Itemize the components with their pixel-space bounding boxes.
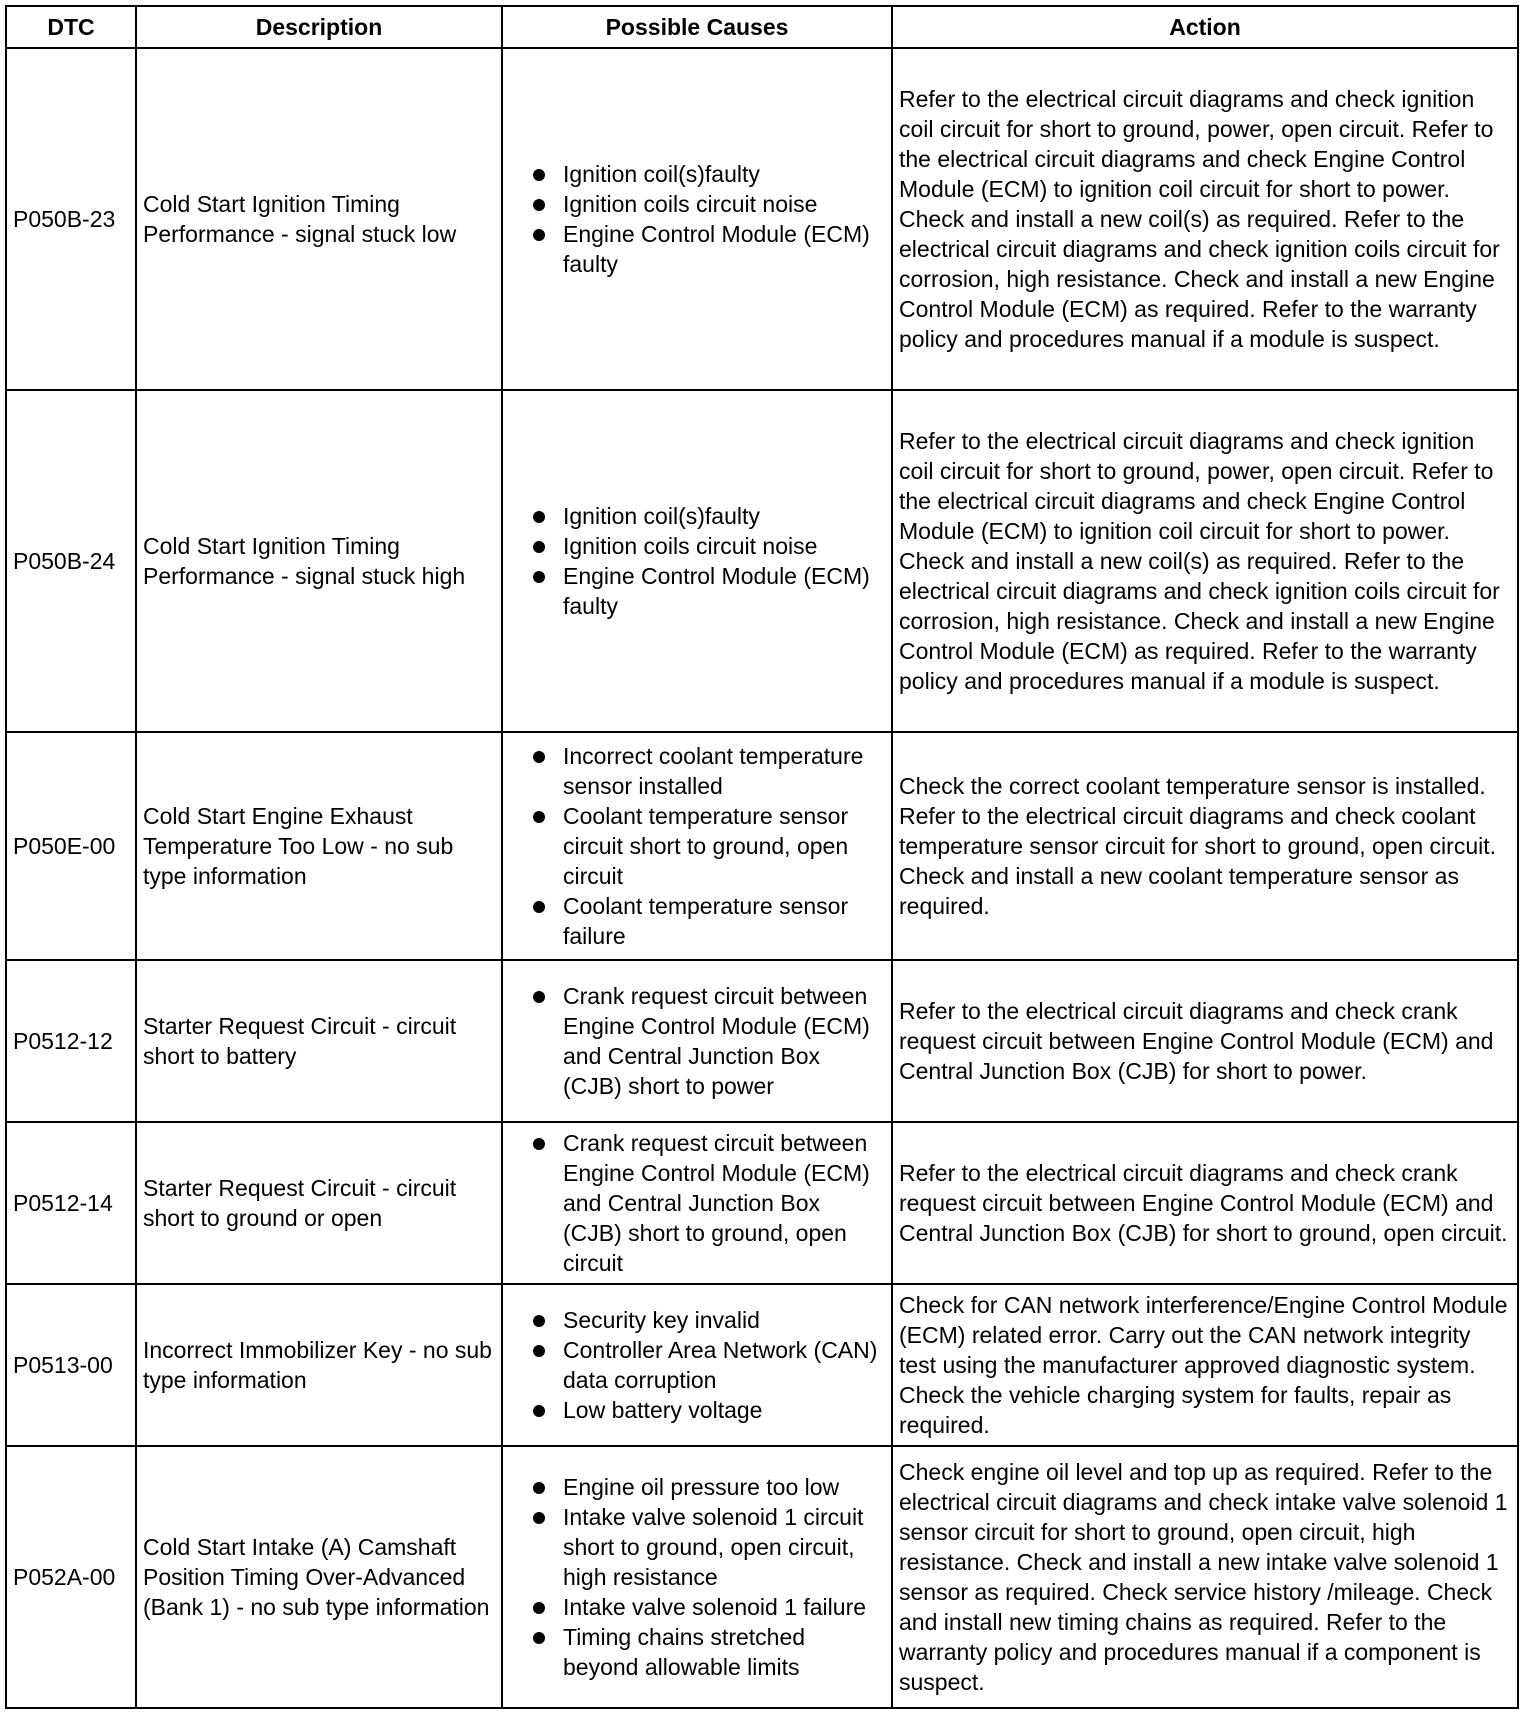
possible-causes [502,390,892,732]
causes-list [509,981,885,1101]
dtc-description: Incorrect Immobilizer Key - no sub type information [136,1284,502,1446]
cause-item: Ignition coil(s)faulty [509,159,885,189]
table-row [6,1284,1518,1446]
cause-item: Timing chains stretched beyond allowable limits [509,1622,885,1682]
dtc-action: Check engine oil level and top up as required. Refer to the electrical circuit diagrams and check intake valve solenoid 1 sensor circuit for short to ground, open circuit, high resistance. Check and install a new intake valve solenoid 1 sensor as required. Check service history /mileage. Check and install new timing chains as required. Refer to the warranty policy and procedures manual if a component is suspect. [892,1446,1518,1708]
causes-list [509,159,885,279]
possible-causes [502,960,892,1122]
cause-item: Controller Area Network (CAN) data corruption [509,1335,885,1395]
cause-item: Crank request circuit between Engine Control Module (ECM) and Central Junction Box (CJB) short to power [509,981,885,1101]
cause-item: Ignition coils circuit noise [509,531,885,561]
causes-list [509,1472,885,1682]
dtc-table [5,5,1519,1709]
cause-item: Crank request circuit between Engine Control Module (ECM) and Central Junction Box (CJB) short to ground, open circuit [509,1128,885,1278]
dtc-code: P0512-14 [6,1122,136,1284]
cause-item: Low battery voltage [509,1395,885,1425]
header-action: Action [892,6,1518,48]
dtc-action: Check the correct coolant temperature sensor is installed. Refer to the electrical circuit diagrams and check coolant temperature sensor circuit for short to ground, open circuit. Check and install a new coolant temperature sensor as required. [892,732,1518,960]
table-row [6,390,1518,732]
causes-list [509,501,885,621]
cause-item: Ignition coil(s)faulty [509,501,885,531]
possible-causes [502,1284,892,1446]
dtc-code: P0513-00 [6,1284,136,1446]
cause-item: Coolant temperature sensor failure [509,891,885,951]
dtc-description: Starter Request Circuit - circuit short to battery [136,960,502,1122]
dtc-description: Starter Request Circuit - circuit short to ground or open [136,1122,502,1284]
causes-list [509,1128,885,1278]
possible-causes [502,732,892,960]
dtc-action: Refer to the electrical circuit diagrams and check crank request circuit between Engine Control Module (ECM) and Central Junction Box (CJB) for short to ground, open circuit. [892,1122,1518,1284]
table-row [6,48,1518,390]
dtc-action: Check for CAN network interference/Engine Control Module (ECM) related error. Carry out the CAN network integrity test using the manufacturer approved diagnostic system. Check the vehicle charging system for faults, repair as required. [892,1284,1518,1446]
table-row [6,1122,1518,1284]
possible-causes [502,1122,892,1284]
dtc-code: P052A-00 [6,1446,136,1708]
dtc-action: Refer to the electrical circuit diagrams and check ignition coil circuit for short to ground, power, open circuit. Refer to the electrical circuit diagrams and check Engine Control Module (ECM) to ignition coil circuit for short to power. Check and install a new coil(s) as required. Refer to the electrical circuit diagrams and check ignition coils circuit for corrosion, high resistance. Check and install a new Engine Control Module (ECM) as required. Refer to the warranty policy and procedures manual if a module is suspect. [892,390,1518,732]
dtc-description: Cold Start Ignition Timing Performance - signal stuck low [136,48,502,390]
table-row [6,732,1518,960]
dtc-code: P0512-12 [6,960,136,1122]
cause-item: Security key invalid [509,1305,885,1335]
causes-list [509,741,885,951]
header-dtc: DTC [6,6,136,48]
dtc-code: P050E-00 [6,732,136,960]
cause-item: Ignition coils circuit noise [509,189,885,219]
header-possible-causes: Possible Causes [502,6,892,48]
dtc-code: P050B-24 [6,390,136,732]
dtc-action: Refer to the electrical circuit diagrams and check ignition coil circuit for short to ground, power, open circuit. Refer to the electrical circuit diagrams and check Engine Control Module (ECM) to ignition coil circuit for short to power. Check and install a new coil(s) as required. Refer to the electrical circuit diagrams and check ignition coils circuit for corrosion, high resistance. Check and install a new Engine Control Module (ECM) as required. Refer to the warranty policy and procedures manual if a module is suspect. [892,48,1518,390]
possible-causes [502,48,892,390]
causes-list [509,1305,885,1425]
cause-item: Intake valve solenoid 1 failure [509,1592,885,1622]
dtc-description: Cold Start Ignition Timing Performance - signal stuck high [136,390,502,732]
cause-item: Coolant temperature sensor circuit short to ground, open circuit [509,801,885,891]
dtc-action: Refer to the electrical circuit diagrams and check crank request circuit between Engine Control Module (ECM) and Central Junction Box (CJB) for short to power. [892,960,1518,1122]
possible-causes [502,1446,892,1708]
header-row [6,6,1518,48]
dtc-description: Cold Start Engine Exhaust Temperature Too Low - no sub type information [136,732,502,960]
cause-item: Incorrect coolant temperature sensor installed [509,741,885,801]
cause-item: Engine oil pressure too low [509,1472,885,1502]
cause-item: Engine Control Module (ECM) faulty [509,561,885,621]
table-row [6,1446,1518,1708]
header-description: Description [136,6,502,48]
table-row [6,960,1518,1122]
cause-item: Engine Control Module (ECM) faulty [509,219,885,279]
dtc-description: Cold Start Intake (A) Camshaft Position Timing Over-Advanced (Bank 1) - no sub type information [136,1446,502,1708]
dtc-code: P050B-23 [6,48,136,390]
cause-item: Intake valve solenoid 1 circuit short to ground, open circuit, high resistance [509,1502,885,1592]
